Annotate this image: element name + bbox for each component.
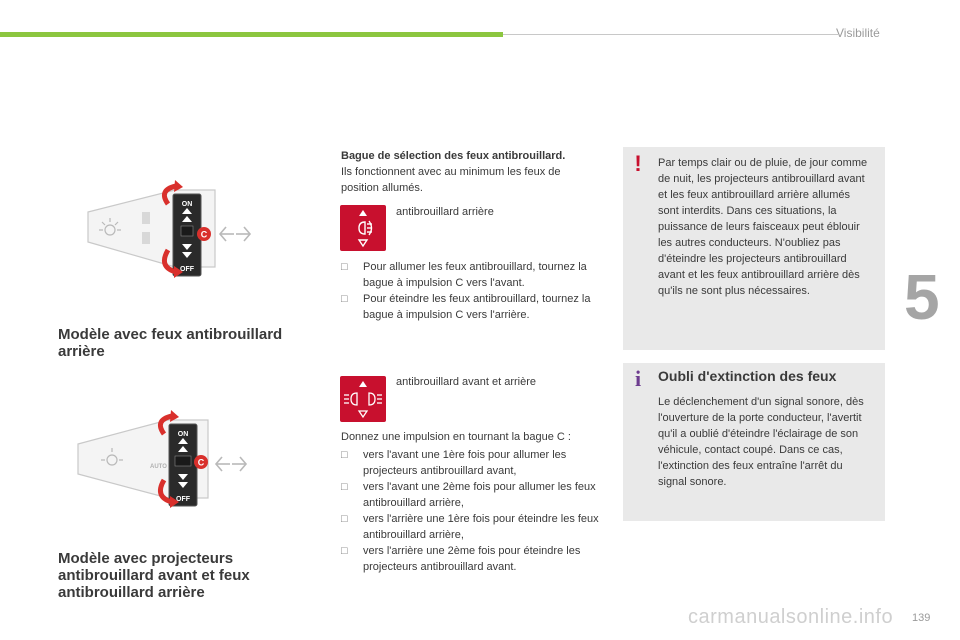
checkbox-bullet-icon: □ xyxy=(341,261,348,273)
ring-lead-text: Donnez une impulsion en tournant la bague C : xyxy=(341,431,571,443)
info-title: Oubli d'extinction des feux xyxy=(658,368,837,384)
checkbox-bullet-icon: □ xyxy=(341,293,348,305)
list-item: □ vers l'arrière une 2ème fois pour éteindre les projecteurs antibrouillard avant. xyxy=(341,545,581,573)
intro-heading: Bague de sélection des feux antibrouillard. xyxy=(341,150,566,162)
page-number: 139 xyxy=(912,612,931,624)
info-text: Le déclenchement d'un signal sonore, dès l'ouverture de la porte conducteur, l'avertit qu'il a oublié d'éteindre l'éclairage de son véhicule, contact coupé. Dans ce cas, l'extinction des feux entraîne l'arrêt du signal sonore. xyxy=(658,396,864,488)
rotate-arrows-icon xyxy=(216,457,246,471)
front-rear-fog-symbol xyxy=(340,376,386,422)
ring-c-label: C xyxy=(200,229,208,240)
checkbox-bullet-icon: □ xyxy=(341,513,348,525)
switch-on-label: ON xyxy=(181,201,193,208)
checkbox-bullet-icon: □ xyxy=(341,481,348,493)
list-item: □ vers l'avant une 1ère fois pour allumer les projecteurs antibrouillard avant, xyxy=(341,449,567,477)
chapter-number: 5 xyxy=(904,261,940,333)
ring-c-label: C xyxy=(197,457,205,468)
warning-text: Par temps clair ou de pluie, de jour comme de nuit, les projecteurs antibrouillard avant et les feux antibrouillard arrière allumés sont interdits. Dans ces situations, la puissance de leurs faisceaux peut éblouir les autres conducteurs. N'oubliez pas d'éteindre les projecteurs antibrouillard avant et les feux antibrouillard arrière dès qu'ils ne sont plus nécessaires. xyxy=(658,157,868,297)
header-accent-bar xyxy=(0,32,503,37)
heading-front-rear-fog-model: Modèle avec projecteurs antibrouillard avant et feux antibrouillard arrière xyxy=(58,550,250,601)
front-rear-fog-instructions xyxy=(341,447,606,575)
intro-text: Ils fonctionnent avec au minimum les feux de position allumés. xyxy=(341,166,561,194)
list-item: □ Pour allumer les feux antibrouillard, tournez la bague à impulsion C vers l'avant. xyxy=(341,261,587,289)
warning-exclamation-icon: ! xyxy=(634,151,642,176)
header-rule xyxy=(503,34,838,35)
rotate-arrows-icon xyxy=(220,227,250,241)
checkbox-bullet-icon: □ xyxy=(341,545,348,557)
switch-on-label: ON xyxy=(177,431,189,438)
rear-fog-label: antibrouillard arrière xyxy=(396,206,494,218)
switch-off-label: OFF xyxy=(180,266,194,273)
stalk-illustration-front-rear-fog xyxy=(70,402,255,514)
rear-fog-icon xyxy=(340,205,386,251)
warning-panel xyxy=(623,147,885,350)
front-rear-fog-label: antibrouillard avant et arrière xyxy=(396,376,537,388)
switch-auto-label: AUTO xyxy=(150,464,167,470)
footer-watermark: carmanualsonline.info xyxy=(688,606,894,628)
ring-intro xyxy=(341,148,601,196)
list-item: □ Pour éteindre les feux antibrouillard, tournez la bague à impulsion C vers l'arrière. xyxy=(341,293,591,321)
switch-off-label: OFF xyxy=(176,496,190,503)
stalk-illustration-rear-fog xyxy=(80,172,260,284)
list-item: □ vers l'avant une 2ème fois pour allumer les feux antibrouillard arrière, xyxy=(341,481,596,509)
rear-fog-instructions xyxy=(341,259,606,323)
checkbox-bullet-icon: □ xyxy=(341,449,348,461)
info-panel xyxy=(623,363,885,521)
front-rear-fog-icon xyxy=(340,376,386,422)
rear-fog-symbol xyxy=(340,205,386,251)
list-item: □ vers l'arrière une 1ère fois pour éteindre les feux antibrouillard arrière, xyxy=(341,513,599,541)
section-title: Visibilité xyxy=(836,26,880,40)
info-i-icon: i xyxy=(634,366,642,391)
heading-rear-fog-model: Modèle avec feux antibrouillard arrière xyxy=(58,326,283,360)
